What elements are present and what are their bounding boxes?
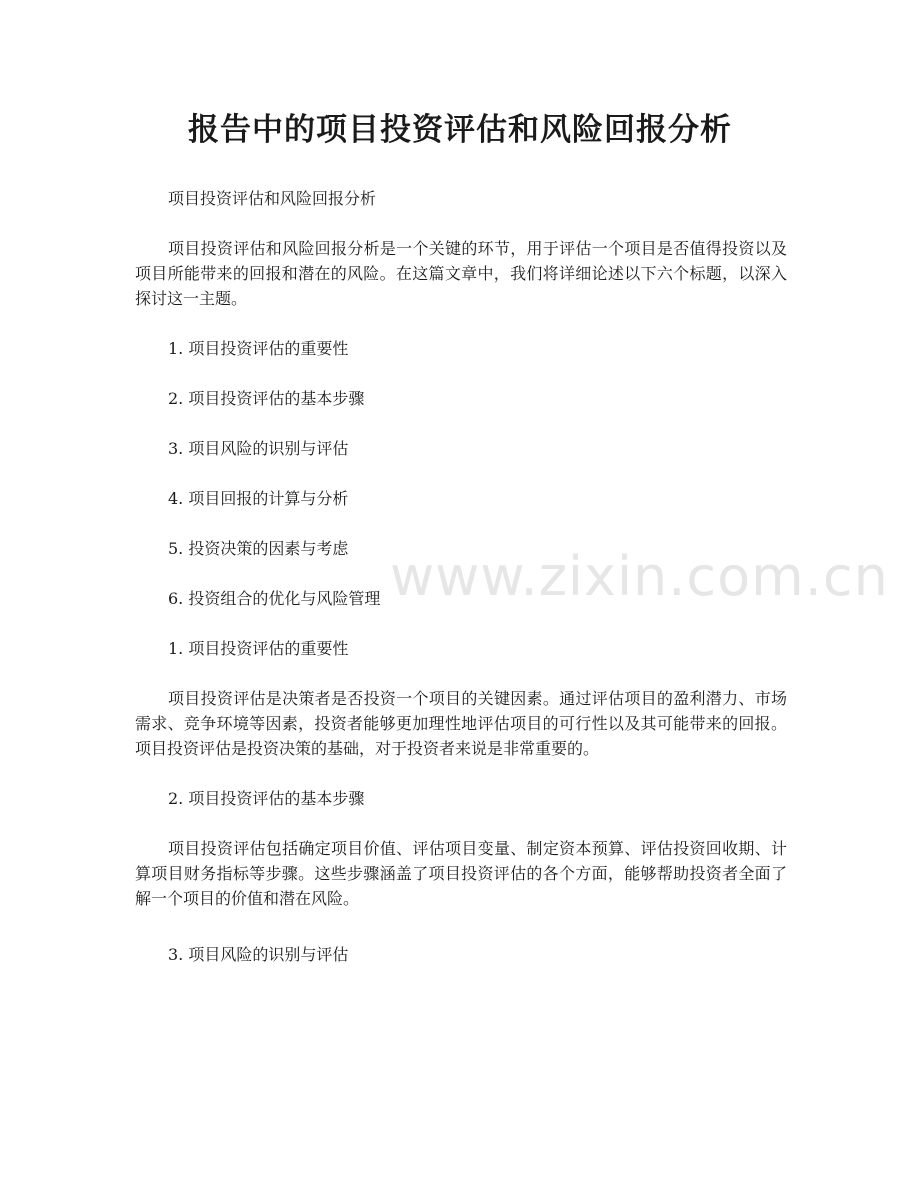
outline-item: 1. 项目投资评估的重要性 xyxy=(168,339,349,358)
outline-item: 2. 项目投资评估的基本步骤 xyxy=(168,389,365,408)
outline-item: 4. 项目回报的计算与分析 xyxy=(168,489,349,508)
section-body: 项目投资评估是决策者是否投资一个项目的关键因素。通过评估项目的盈利潜力、市场需求、竞争环境等因素，投资者能够更加理性地评估项目的可行性以及其可能带来的回报。项目投资评估是投资决策的基础，对于投资者来说是非常重要的。 xyxy=(135,689,787,758)
subtitle: 项目投资评估和风险回报分析 xyxy=(168,189,377,208)
watermark: www.zixin.com.cn xyxy=(390,545,889,608)
section-body: 项目投资评估包括确定项目价值、评估项目变量、制定资本预算、评估投资回收期、计算项目财务指标等步骤。这些步骤涵盖了项目投资评估的各个方面，能够帮助投资者全面了解一个项目的价值和潜在风险。 xyxy=(135,839,787,908)
section-heading: 3. 项目风险的识别与评估 xyxy=(168,945,349,964)
outline-item: 6. 投资组合的优化与风险管理 xyxy=(168,589,381,608)
document-body xyxy=(135,186,787,967)
outline-item: 3. 项目风险的识别与评估 xyxy=(168,439,349,458)
intro-paragraph: 项目投资评估和风险回报分析是一个关键的环节，用于评估一个项目是否值得投资以及项目所能带来的回报和潜在的风险。在这篇文章中，我们将详细论述以下六个标题，以深入探讨这一主题。 xyxy=(135,239,787,308)
document-title: 报告中的项目投资评估和风险回报分析 xyxy=(188,112,732,148)
outline-item: 5. 投资决策的因素与考虑 xyxy=(168,539,349,558)
section-heading: 1. 项目投资评估的重要性 xyxy=(168,639,349,658)
section-heading: 2. 项目投资评估的基本步骤 xyxy=(168,789,365,808)
